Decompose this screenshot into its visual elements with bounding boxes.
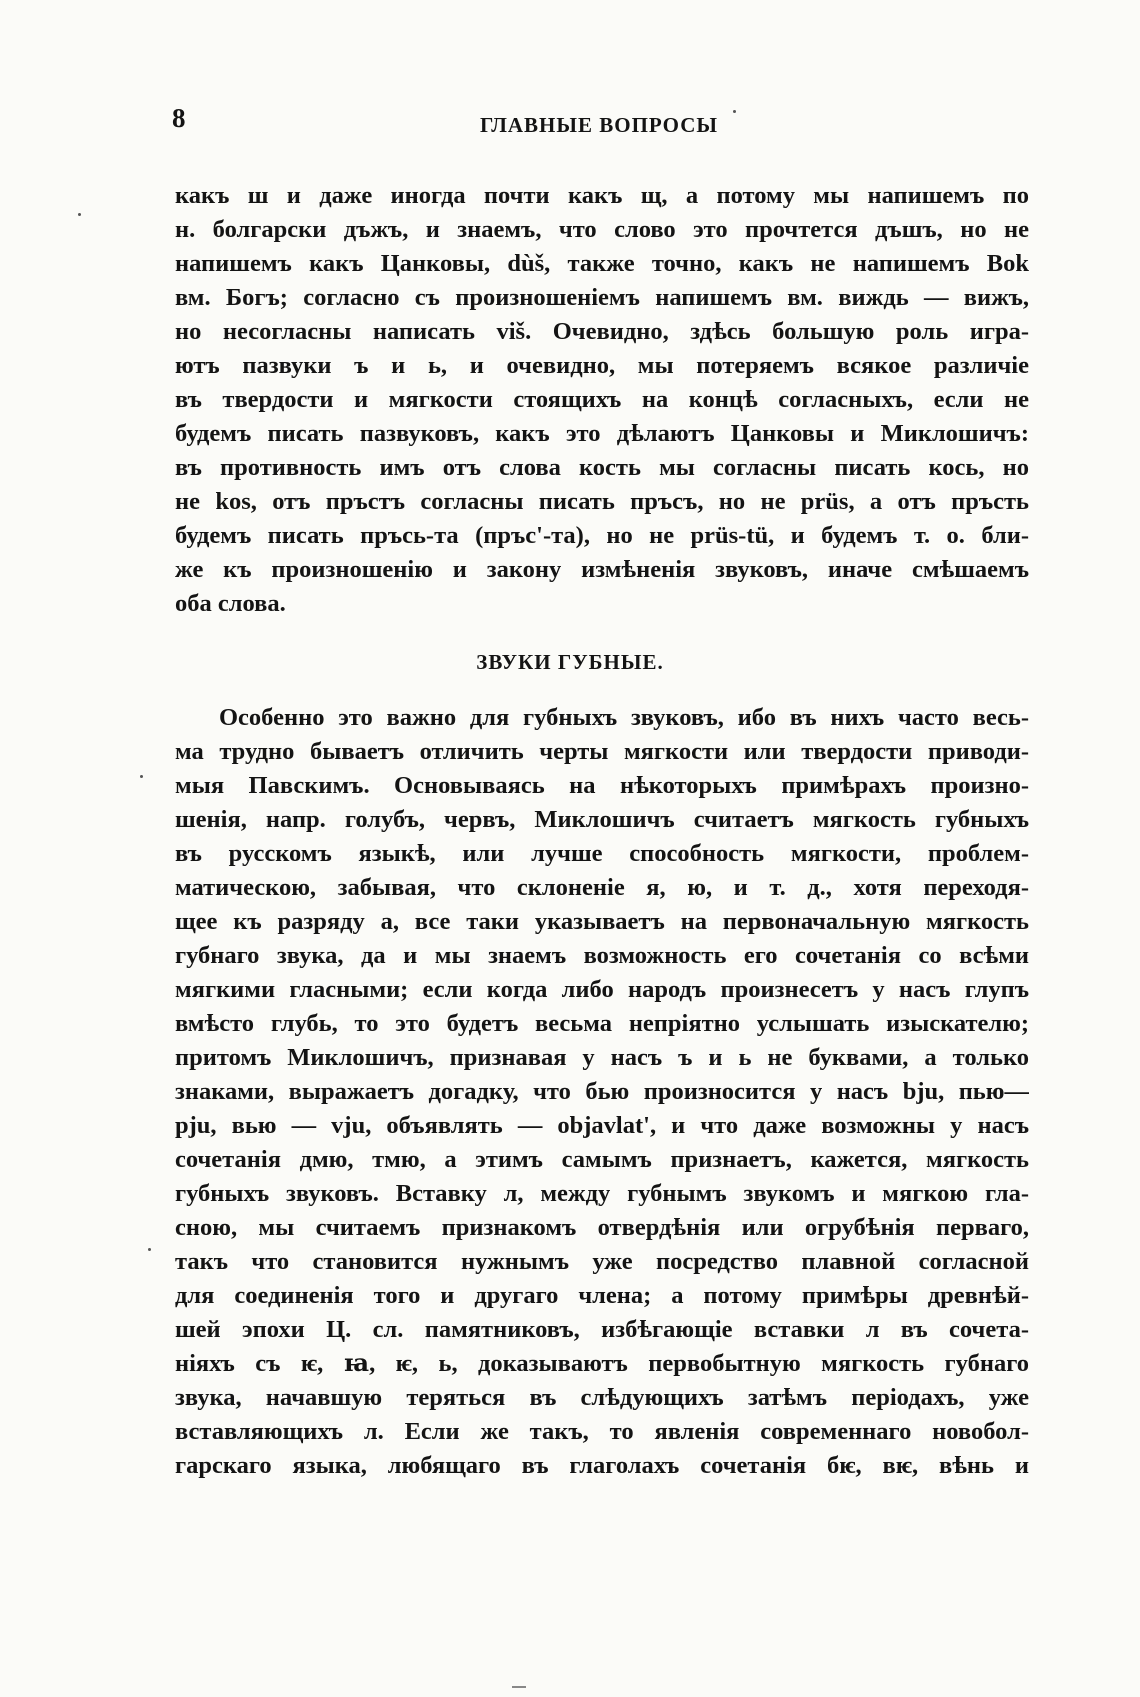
text-line: шей эпохи Ц. сл. памятниковъ, избѣгающіе вставки л въ сочета- (175, 1316, 1029, 1343)
running-head: ГЛАВНЫЕ ВОПРОСЫ (480, 113, 718, 137)
paragraph-continued (175, 179, 1029, 621)
text-line: ніяхъ съ ѥ, ꙗ, ѥ, ь, доказываютъ первобытную мягкость губнаго (175, 1350, 1029, 1377)
text-line: звука, начавшую теряться въ слѣдующихъ затѣмъ періодахъ, уже (175, 1384, 1029, 1411)
text-line: сочетанія дмю, тмю, а этимъ самымъ признаетъ, кажется, мягкость (175, 1146, 1029, 1173)
text-line: же къ произношенію и закону измѣненія звуковъ, иначе смѣшаемъ (175, 556, 1029, 583)
text-line: знаками, выражаетъ догадку, что бью произносится у насъ bju, пью— (175, 1078, 1029, 1105)
text-line: но несогласны написать viš. Очевидно, здѣсь большую роль игра- (175, 318, 1029, 345)
text-line: pju, вью — vju, объявлять — objavlat', и что даже возможны у насъ (175, 1112, 1029, 1139)
text-line: напишемъ какъ Цанковы, dùš, также точно, какъ не напишемъ Bok (175, 250, 1029, 277)
text-line: оба слова. (175, 590, 286, 617)
text-line: вставляющихъ л. Если же такъ, то явленія современнаго новобол- (175, 1418, 1029, 1445)
page-number: 8 (172, 103, 186, 133)
ink-speck (733, 110, 736, 113)
ink-speck (78, 213, 81, 216)
text-line: Особенно это важно для губныхъ звуковъ, ибо въ нихъ часто весь- (219, 704, 1029, 731)
text-line: притомъ Миклошичъ, признавая у насъ ъ и ь не буквами, а только (175, 1044, 1029, 1071)
text-line: щее къ разряду а, все таки указываетъ на первоначальную мягкость (175, 908, 1029, 935)
text-line: мыя Павскимъ. Основываясь на нѣкоторыхъ примѣрахъ произно- (175, 772, 1029, 799)
text-line: н. болгарски дъжъ, и знаемъ, что слово это прочтется дъшъ, но не (175, 216, 1029, 243)
text-line: будемъ писать пазвуковъ, какъ это дѣлаютъ Цанковы и Миклошичъ: (175, 420, 1029, 447)
text-line: въ противность имъ отъ слова кость мы согласны писать кось, но (175, 454, 1029, 481)
text-line: для соединенія того и другаго члена; а потому примѣры древнѣй- (175, 1282, 1029, 1309)
section-heading: ЗВУКИ ГУБНЫЕ. (476, 650, 664, 674)
text-line: какъ ш и даже иногда почти какъ щ, а потому мы напишемъ по (175, 182, 1029, 209)
print-mark (512, 1686, 526, 1688)
text-line: въ русскомъ языкѣ, или лучше способность мягкости, проблем- (175, 840, 1029, 867)
text-line: шенія, напр. голубъ, червъ, Миклошичъ считаетъ мягкость губныхъ (175, 806, 1029, 833)
text-line: мягкими гласными; если когда либо народъ произнесетъ у насъ глупъ (175, 976, 1029, 1003)
text-line: ма трудно бываетъ отличить черты мягкости или твердости приводи- (175, 738, 1029, 765)
ink-speck (140, 775, 143, 778)
text-line: въ твердости и мягкости стоящихъ на концѣ согласныхъ, если не (175, 386, 1029, 413)
text-line: не kos, отъ пръстъ согласны писать пръсъ, но не prüs, а отъ пръсть (175, 488, 1029, 515)
text-line: матическою, забывая, что склоненіе я, ю, и т. д., хотя переходя- (175, 874, 1029, 901)
text-line: губныхъ звуковъ. Вставку л, между губнымъ звукомъ и мягкою гла- (175, 1180, 1029, 1207)
text-line: губнаго звука, да и мы знаемъ возможность его сочетанія со всѣми (175, 942, 1029, 969)
ink-speck (148, 1248, 151, 1251)
text-line: будемъ писать пръсь-та (пръс'-та), но не prüs-tü, и будемъ т. о. бли- (175, 522, 1029, 549)
text-line: сною, мы считаемъ признакомъ отвердѣнія или огрубѣнія перваго, (175, 1214, 1029, 1241)
text-line: ютъ пазвуки ъ и ь, и очевидно, мы потеряемъ всякое различіе (175, 352, 1029, 379)
text-line: вм. Богъ; согласно съ произношеніемъ напишемъ вм. виждь — вижъ, (175, 284, 1029, 311)
text-line: вмѣсто глубь, то это будетъ весьма непріятно услышать изыскателю; (175, 1010, 1029, 1037)
text-line: гарскаго языка, любящаго въ глаголахъ сочетанія бѥ, вѥ, вѣнь и (175, 1452, 1029, 1479)
paragraph (175, 701, 1029, 1483)
text-line: такъ что становится нужнымъ уже посредство плавной согласной (175, 1248, 1029, 1275)
